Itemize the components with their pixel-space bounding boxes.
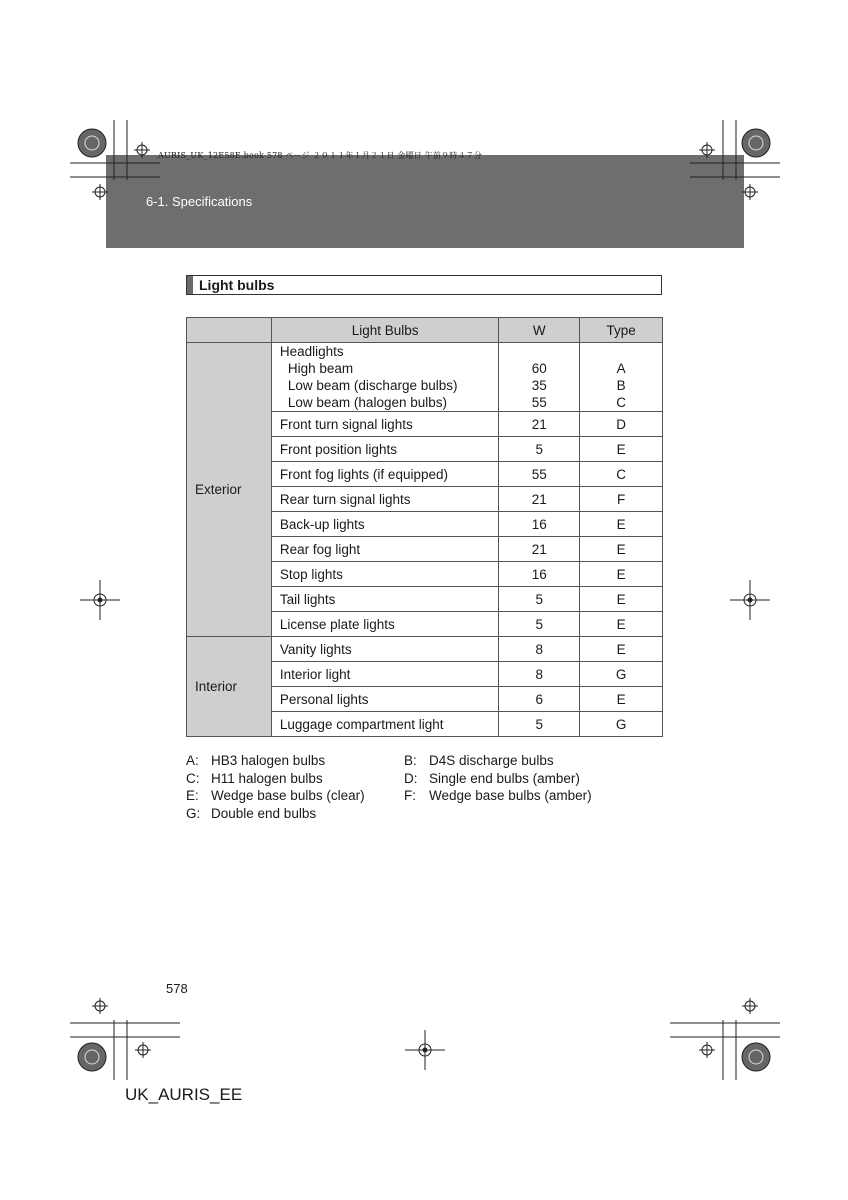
legend-text: Wedge base bulbs (amber) — [429, 788, 592, 803]
group-label-interior: Interior — [187, 637, 272, 737]
legend-item — [186, 805, 316, 823]
registration-mark-right — [730, 580, 770, 620]
legend-text: Double end bulbs — [211, 805, 317, 821]
legend-key: B: — [404, 753, 417, 768]
table-header-row — [187, 318, 663, 343]
type-value: E — [580, 687, 663, 712]
header-section-title: 6-1. Specifications — [146, 194, 253, 209]
bulb-name: Personal lights — [271, 687, 499, 712]
legend-key: D: — [404, 770, 418, 786]
crop-mark-top-right — [690, 120, 780, 230]
type-value: C — [616, 395, 626, 410]
watts-value: 8 — [499, 637, 580, 662]
header-cell-type: Type — [580, 318, 663, 343]
headlights-type-cell — [580, 343, 663, 412]
bulb-name: Luggage compartment light — [271, 712, 499, 737]
headlights-sub-name: High beam — [287, 361, 354, 376]
bulb-name: Front position lights — [271, 437, 499, 462]
type-value: E — [580, 612, 663, 637]
page-number: 578 — [166, 981, 188, 996]
watts-value: 5 — [499, 712, 580, 737]
type-value: C — [580, 462, 663, 487]
watts-value: 55 — [531, 395, 547, 410]
type-value: G — [580, 662, 663, 687]
legend-item — [404, 787, 592, 805]
legend-text: H11 halogen bulbs — [211, 770, 323, 786]
crop-mark-top-left — [70, 120, 160, 230]
footer-code: UK_AURIS_EE — [125, 1085, 243, 1104]
header-cell-bulbs: Light Bulbs — [271, 318, 499, 343]
legend-item — [186, 787, 365, 805]
bulb-name: Front fog lights (if equipped) — [271, 462, 499, 487]
type-value: E — [580, 562, 663, 587]
legend-text: Single end bulbs (amber) — [429, 770, 580, 786]
registration-mark-left — [80, 580, 120, 620]
legend-item — [404, 752, 554, 770]
type-value: E — [580, 437, 663, 462]
type-value: D — [580, 412, 663, 437]
group-label-exterior: Exterior — [187, 343, 272, 637]
headlights-sub-name: Low beam (discharge bulbs) — [287, 378, 458, 393]
legend-item — [186, 752, 325, 770]
legend-item — [404, 770, 580, 788]
crop-mark-bottom-left — [70, 970, 180, 1080]
type-value: E — [580, 587, 663, 612]
bulb-name: Back-up lights — [271, 512, 499, 537]
legend-text: HB3 halogen bulbs — [211, 753, 326, 768]
legend-text: Wedge base bulbs (clear) — [211, 788, 365, 803]
headlights-label: Headlights — [279, 344, 344, 359]
bulb-name: Stop lights — [271, 562, 499, 587]
headlights-cell — [271, 343, 499, 412]
print-metadata: AURIS_UK_12E58E.book 578 ページ ２０１１年１月２１日 金曜日 午前９時４７分 — [158, 151, 483, 160]
type-value: G — [580, 712, 663, 737]
watts-value: 21 — [499, 487, 580, 512]
crop-mark-bottom-right — [670, 970, 780, 1080]
section-title-box — [186, 275, 662, 295]
bulb-name: Vanity lights — [271, 637, 499, 662]
watts-value: 35 — [531, 378, 547, 393]
legend-key: A: — [186, 753, 199, 768]
type-value: B — [616, 378, 626, 393]
bulb-name: License plate lights — [271, 612, 499, 637]
legend-key: E: — [186, 788, 199, 803]
light-bulbs-table — [186, 317, 663, 737]
table-row — [187, 637, 663, 662]
type-value: E — [580, 512, 663, 537]
watts-value: 5 — [499, 587, 580, 612]
watts-value: 6 — [499, 687, 580, 712]
bulb-name: Interior light — [271, 662, 499, 687]
bulb-name: Rear turn signal lights — [271, 487, 499, 512]
headlights-watts-cell — [499, 343, 580, 412]
watts-value: 21 — [499, 412, 580, 437]
bulb-name: Front turn signal lights — [271, 412, 499, 437]
legend-text: D4S discharge bulbs — [429, 753, 554, 768]
watts-value: 5 — [499, 437, 580, 462]
legend-key: C: — [186, 770, 200, 786]
bulb-name: Rear fog light — [271, 537, 499, 562]
header-cell-group — [187, 318, 272, 343]
type-value: F — [580, 487, 663, 512]
section-title: Light bulbs — [199, 277, 275, 293]
watts-value: 55 — [499, 462, 580, 487]
type-value: E — [580, 537, 663, 562]
watts-value: 16 — [499, 512, 580, 537]
watts-value: 21 — [499, 537, 580, 562]
headlights-sub-name: Low beam (halogen bulbs) — [287, 395, 447, 410]
registration-mark-bottom-center — [405, 1030, 445, 1070]
legend-key: G: — [186, 805, 201, 821]
type-value: A — [616, 361, 626, 376]
watts-value: 16 — [499, 562, 580, 587]
header-cell-watts: W — [499, 318, 580, 343]
watts-value: 5 — [499, 612, 580, 637]
legend-item — [186, 770, 323, 788]
type-value: E — [580, 637, 663, 662]
watts-value: 60 — [531, 361, 547, 376]
bulb-name: Tail lights — [271, 587, 499, 612]
watts-value: 8 — [499, 662, 580, 687]
legend-key: F: — [404, 788, 416, 803]
section-title-bar — [187, 276, 193, 294]
table-row — [187, 343, 663, 412]
